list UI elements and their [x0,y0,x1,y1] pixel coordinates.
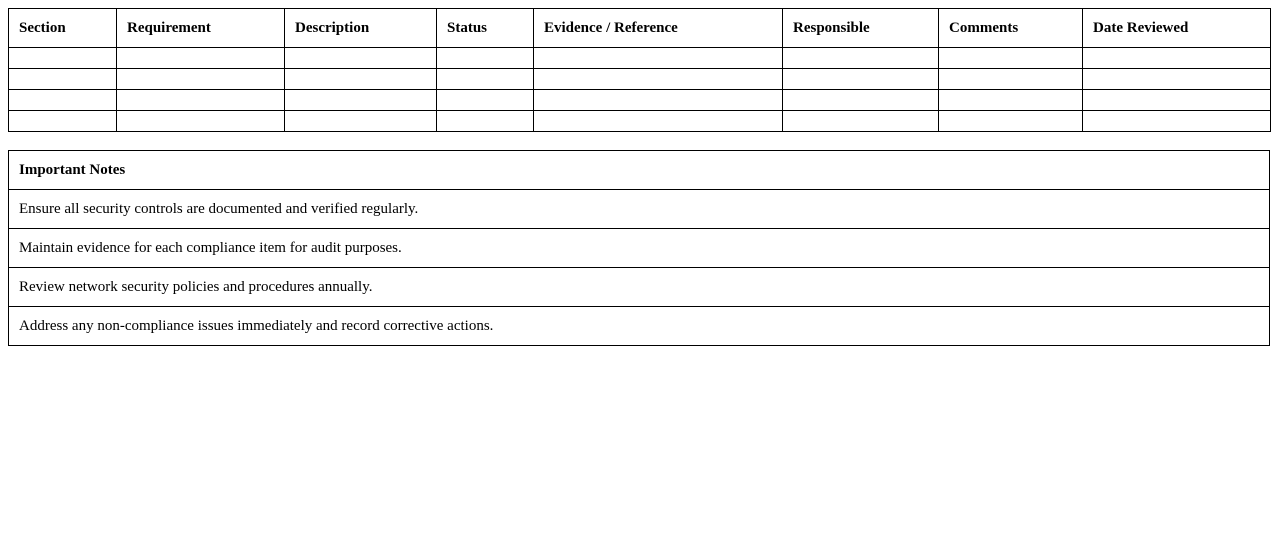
table-cell [9,69,117,90]
table-cell [534,90,783,111]
table-cell [117,111,285,132]
table-cell [534,111,783,132]
table-row [9,111,1271,132]
table-cell [437,111,534,132]
table-row [9,69,1271,90]
table-cell [1083,90,1271,111]
table-cell [534,48,783,69]
table-cell [939,111,1083,132]
table-cell [117,48,285,69]
column-header-evidence-reference: Evidence / Reference [534,9,783,48]
note-item: Maintain evidence for each compliance item for audit purposes. [9,229,1270,268]
table-cell [939,69,1083,90]
table-cell [285,111,437,132]
column-header-comments: Comments [939,9,1083,48]
table-cell [783,48,939,69]
table-cell [285,48,437,69]
table-cell [1083,69,1271,90]
table-cell [1083,48,1271,69]
notes-header-row [9,151,1270,190]
table-cell [437,90,534,111]
table-header-row [9,9,1271,48]
compliance-checklist-table [8,8,1271,132]
table-cell [783,90,939,111]
table-cell [117,90,285,111]
table-cell [437,69,534,90]
list-item [9,229,1270,268]
column-header-status: Status [437,9,534,48]
table-cell [783,111,939,132]
table-row [9,48,1271,69]
table-cell [1083,111,1271,132]
table-cell [783,69,939,90]
important-notes-table [8,150,1270,346]
note-item: Ensure all security controls are documented and verified regularly. [9,190,1270,229]
table-cell [939,48,1083,69]
list-item [9,190,1270,229]
table-cell [534,69,783,90]
table-cell [117,69,285,90]
table-row [9,90,1271,111]
table-cell [285,90,437,111]
column-header-requirement: Requirement [117,9,285,48]
column-header-date-reviewed: Date Reviewed [1083,9,1271,48]
table-cell [9,111,117,132]
list-item [9,307,1270,346]
column-header-responsible: Responsible [783,9,939,48]
note-item: Address any non-compliance issues immediately and record corrective actions. [9,307,1270,346]
table-cell [9,90,117,111]
notes-title: Important Notes [9,151,1270,190]
column-header-section: Section [9,9,117,48]
table-cell [9,48,117,69]
list-item [9,268,1270,307]
table-cell [285,69,437,90]
table-cell [939,90,1083,111]
table-cell [437,48,534,69]
column-header-description: Description [285,9,437,48]
note-item: Review network security policies and procedures annually. [9,268,1270,307]
